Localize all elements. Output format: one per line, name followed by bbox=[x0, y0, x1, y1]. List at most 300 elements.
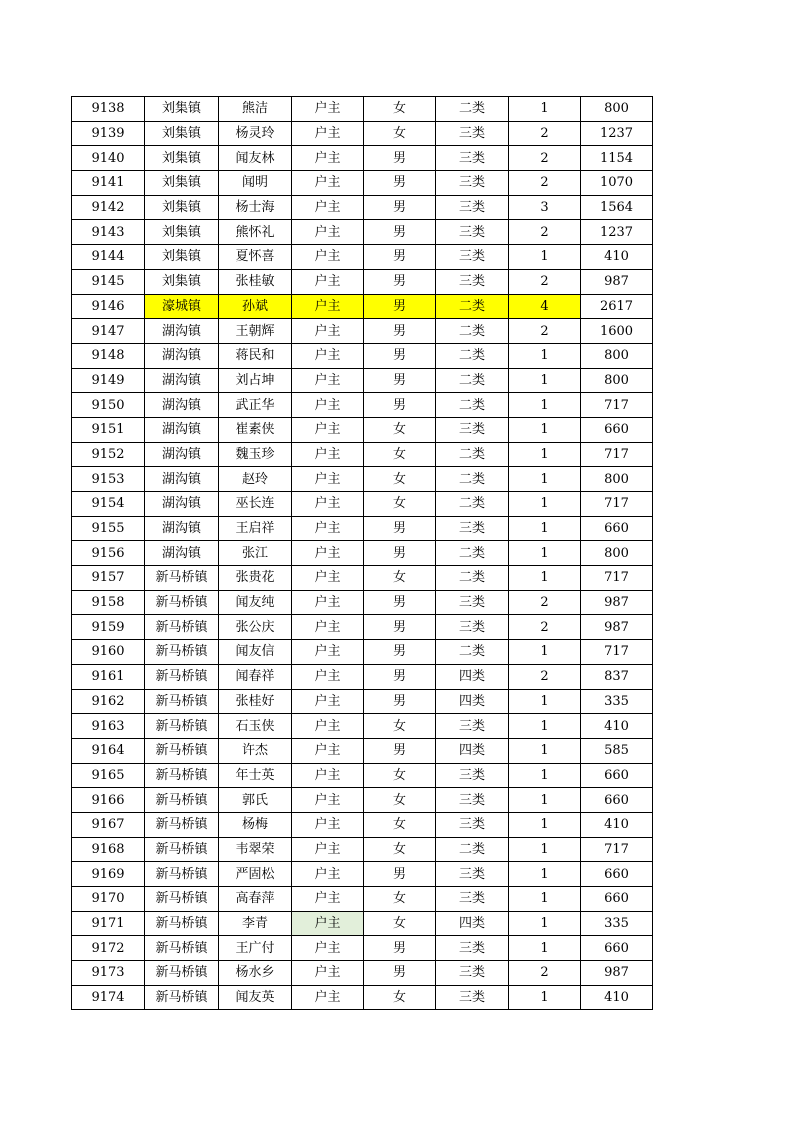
gender-cell: 男 bbox=[364, 171, 436, 196]
amount-cell: 987 bbox=[581, 590, 653, 615]
gender-cell: 女 bbox=[364, 812, 436, 837]
name-cell: 郭氏 bbox=[219, 788, 292, 813]
row-number-cell: 9159 bbox=[72, 615, 145, 640]
town-cell: 湖沟镇 bbox=[145, 541, 219, 566]
town-cell: 新马桥镇 bbox=[145, 664, 219, 689]
table-row bbox=[72, 269, 653, 294]
row-number-cell: 9152 bbox=[72, 442, 145, 467]
name-cell: 张桂好 bbox=[219, 689, 292, 714]
category-cell: 三类 bbox=[436, 812, 509, 837]
gender-cell: 男 bbox=[364, 269, 436, 294]
category-cell: 四类 bbox=[436, 911, 509, 936]
amount-cell: 410 bbox=[581, 714, 653, 739]
gender-cell: 男 bbox=[364, 220, 436, 245]
row-number-cell: 9171 bbox=[72, 911, 145, 936]
name-cell: 年士英 bbox=[219, 763, 292, 788]
gender-cell: 女 bbox=[364, 788, 436, 813]
count-cell: 1 bbox=[509, 566, 581, 591]
count-cell: 1 bbox=[509, 837, 581, 862]
amount-cell: 660 bbox=[581, 763, 653, 788]
name-cell: 闻友信 bbox=[219, 640, 292, 665]
town-cell: 湖沟镇 bbox=[145, 343, 219, 368]
category-cell: 二类 bbox=[436, 566, 509, 591]
relation-cell: 户主 bbox=[292, 936, 364, 961]
table-row bbox=[72, 417, 653, 442]
category-cell: 二类 bbox=[436, 319, 509, 344]
relation-cell: 户主 bbox=[292, 171, 364, 196]
amount-cell: 717 bbox=[581, 837, 653, 862]
relation-cell: 户主 bbox=[292, 985, 364, 1010]
count-cell: 3 bbox=[509, 195, 581, 220]
relation-cell: 户主 bbox=[292, 417, 364, 442]
town-cell: 湖沟镇 bbox=[145, 319, 219, 344]
row-number-cell: 9148 bbox=[72, 343, 145, 368]
town-cell: 新马桥镇 bbox=[145, 640, 219, 665]
category-cell: 三类 bbox=[436, 788, 509, 813]
name-cell: 杨士海 bbox=[219, 195, 292, 220]
count-cell: 2 bbox=[509, 146, 581, 171]
count-cell: 2 bbox=[509, 121, 581, 146]
amount-cell: 1070 bbox=[581, 171, 653, 196]
count-cell: 1 bbox=[509, 738, 581, 763]
name-cell: 杨梅 bbox=[219, 812, 292, 837]
name-cell: 王启祥 bbox=[219, 516, 292, 541]
table-row bbox=[72, 97, 653, 122]
gender-cell: 女 bbox=[364, 985, 436, 1010]
town-cell: 新马桥镇 bbox=[145, 788, 219, 813]
table-body bbox=[72, 97, 653, 1010]
row-number-cell: 9165 bbox=[72, 763, 145, 788]
table-row bbox=[72, 220, 653, 245]
amount-cell: 837 bbox=[581, 664, 653, 689]
row-number-cell: 9151 bbox=[72, 417, 145, 442]
count-cell: 2 bbox=[509, 171, 581, 196]
relation-cell: 户主 bbox=[292, 195, 364, 220]
town-cell: 湖沟镇 bbox=[145, 442, 219, 467]
amount-cell: 987 bbox=[581, 961, 653, 986]
table-row bbox=[72, 887, 653, 912]
row-number-cell: 9153 bbox=[72, 467, 145, 492]
town-cell: 濠城镇 bbox=[145, 294, 219, 319]
table-row bbox=[72, 294, 653, 319]
town-cell: 刘集镇 bbox=[145, 97, 219, 122]
count-cell: 1 bbox=[509, 417, 581, 442]
row-number-cell: 9169 bbox=[72, 862, 145, 887]
amount-cell: 660 bbox=[581, 516, 653, 541]
row-number-cell: 9162 bbox=[72, 689, 145, 714]
row-number-cell: 9140 bbox=[72, 146, 145, 171]
category-cell: 二类 bbox=[436, 837, 509, 862]
category-cell: 二类 bbox=[436, 467, 509, 492]
name-cell: 魏玉珍 bbox=[219, 442, 292, 467]
gender-cell: 女 bbox=[364, 887, 436, 912]
count-cell: 1 bbox=[509, 97, 581, 122]
amount-cell: 800 bbox=[581, 97, 653, 122]
gender-cell: 男 bbox=[364, 516, 436, 541]
count-cell: 1 bbox=[509, 714, 581, 739]
name-cell: 张公庆 bbox=[219, 615, 292, 640]
count-cell: 1 bbox=[509, 788, 581, 813]
category-cell: 三类 bbox=[436, 195, 509, 220]
count-cell: 1 bbox=[509, 936, 581, 961]
category-cell: 三类 bbox=[436, 220, 509, 245]
table-row bbox=[72, 171, 653, 196]
relation-cell: 户主 bbox=[292, 566, 364, 591]
relation-cell: 户主 bbox=[292, 467, 364, 492]
row-number-cell: 9164 bbox=[72, 738, 145, 763]
row-number-cell: 9150 bbox=[72, 393, 145, 418]
table-row bbox=[72, 837, 653, 862]
table-row bbox=[72, 738, 653, 763]
amount-cell: 717 bbox=[581, 442, 653, 467]
category-cell: 三类 bbox=[436, 862, 509, 887]
town-cell: 湖沟镇 bbox=[145, 368, 219, 393]
category-cell: 二类 bbox=[436, 541, 509, 566]
category-cell: 二类 bbox=[436, 294, 509, 319]
table-row bbox=[72, 961, 653, 986]
table-row bbox=[72, 788, 653, 813]
table-row bbox=[72, 689, 653, 714]
row-number-cell: 9173 bbox=[72, 961, 145, 986]
count-cell: 1 bbox=[509, 985, 581, 1010]
name-cell: 闻明 bbox=[219, 171, 292, 196]
amount-cell: 717 bbox=[581, 393, 653, 418]
name-cell: 许杰 bbox=[219, 738, 292, 763]
amount-cell: 660 bbox=[581, 887, 653, 912]
name-cell: 赵玲 bbox=[219, 467, 292, 492]
name-cell: 闻友纯 bbox=[219, 590, 292, 615]
count-cell: 4 bbox=[509, 294, 581, 319]
relation-cell: 户主 bbox=[292, 763, 364, 788]
count-cell: 1 bbox=[509, 862, 581, 887]
count-cell: 1 bbox=[509, 393, 581, 418]
town-cell: 刘集镇 bbox=[145, 121, 219, 146]
town-cell: 新马桥镇 bbox=[145, 887, 219, 912]
amount-cell: 987 bbox=[581, 269, 653, 294]
relation-cell: 户主 bbox=[292, 837, 364, 862]
category-cell: 三类 bbox=[436, 961, 509, 986]
category-cell: 三类 bbox=[436, 417, 509, 442]
town-cell: 刘集镇 bbox=[145, 171, 219, 196]
relation-cell: 户主 bbox=[292, 442, 364, 467]
name-cell: 武正华 bbox=[219, 393, 292, 418]
gender-cell: 女 bbox=[364, 837, 436, 862]
category-cell: 三类 bbox=[436, 146, 509, 171]
category-cell: 二类 bbox=[436, 97, 509, 122]
town-cell: 新马桥镇 bbox=[145, 615, 219, 640]
count-cell: 2 bbox=[509, 220, 581, 245]
amount-cell: 1600 bbox=[581, 319, 653, 344]
relation-cell: 户主 bbox=[292, 245, 364, 270]
table-row bbox=[72, 862, 653, 887]
table-row bbox=[72, 812, 653, 837]
town-cell: 新马桥镇 bbox=[145, 812, 219, 837]
table-row bbox=[72, 566, 653, 591]
table-row bbox=[72, 368, 653, 393]
relation-cell: 户主 bbox=[292, 689, 364, 714]
category-cell: 三类 bbox=[436, 516, 509, 541]
gender-cell: 女 bbox=[364, 714, 436, 739]
table-row bbox=[72, 393, 653, 418]
category-cell: 四类 bbox=[436, 738, 509, 763]
row-number-cell: 9163 bbox=[72, 714, 145, 739]
count-cell: 1 bbox=[509, 911, 581, 936]
relation-cell: 户主 bbox=[292, 294, 364, 319]
gender-cell: 男 bbox=[364, 615, 436, 640]
amount-cell: 1564 bbox=[581, 195, 653, 220]
name-cell: 严固松 bbox=[219, 862, 292, 887]
name-cell: 张贵花 bbox=[219, 566, 292, 591]
category-cell: 四类 bbox=[436, 689, 509, 714]
row-number-cell: 9168 bbox=[72, 837, 145, 862]
count-cell: 2 bbox=[509, 664, 581, 689]
name-cell: 蒋民和 bbox=[219, 343, 292, 368]
name-cell: 李青 bbox=[219, 911, 292, 936]
count-cell: 2 bbox=[509, 269, 581, 294]
category-cell: 二类 bbox=[436, 343, 509, 368]
gender-cell: 男 bbox=[364, 664, 436, 689]
row-number-cell: 9141 bbox=[72, 171, 145, 196]
table-row bbox=[72, 319, 653, 344]
data-table bbox=[71, 96, 653, 1010]
gender-cell: 男 bbox=[364, 319, 436, 344]
gender-cell: 男 bbox=[364, 590, 436, 615]
row-number-cell: 9155 bbox=[72, 516, 145, 541]
gender-cell: 女 bbox=[364, 492, 436, 517]
count-cell: 1 bbox=[509, 467, 581, 492]
town-cell: 新马桥镇 bbox=[145, 936, 219, 961]
town-cell: 刘集镇 bbox=[145, 146, 219, 171]
name-cell: 熊怀礼 bbox=[219, 220, 292, 245]
town-cell: 湖沟镇 bbox=[145, 516, 219, 541]
town-cell: 新马桥镇 bbox=[145, 714, 219, 739]
relation-cell: 户主 bbox=[292, 368, 364, 393]
amount-cell: 335 bbox=[581, 689, 653, 714]
town-cell: 新马桥镇 bbox=[145, 911, 219, 936]
category-cell: 三类 bbox=[436, 269, 509, 294]
town-cell: 新马桥镇 bbox=[145, 689, 219, 714]
town-cell: 新马桥镇 bbox=[145, 590, 219, 615]
relation-cell: 户主 bbox=[292, 121, 364, 146]
amount-cell: 1154 bbox=[581, 146, 653, 171]
gender-cell: 男 bbox=[364, 936, 436, 961]
table-row bbox=[72, 245, 653, 270]
gender-cell: 女 bbox=[364, 442, 436, 467]
row-number-cell: 9172 bbox=[72, 936, 145, 961]
count-cell: 2 bbox=[509, 590, 581, 615]
gender-cell: 男 bbox=[364, 245, 436, 270]
amount-cell: 1237 bbox=[581, 121, 653, 146]
name-cell: 崔素侠 bbox=[219, 417, 292, 442]
gender-cell: 女 bbox=[364, 911, 436, 936]
name-cell: 王朝辉 bbox=[219, 319, 292, 344]
amount-cell: 717 bbox=[581, 566, 653, 591]
table-row bbox=[72, 911, 653, 936]
category-cell: 三类 bbox=[436, 245, 509, 270]
row-number-cell: 9154 bbox=[72, 492, 145, 517]
category-cell: 二类 bbox=[436, 442, 509, 467]
category-cell: 四类 bbox=[436, 664, 509, 689]
amount-cell: 410 bbox=[581, 985, 653, 1010]
relation-cell: 户主 bbox=[292, 812, 364, 837]
town-cell: 新马桥镇 bbox=[145, 566, 219, 591]
row-number-cell: 9144 bbox=[72, 245, 145, 270]
town-cell: 新马桥镇 bbox=[145, 985, 219, 1010]
table-row bbox=[72, 985, 653, 1010]
row-number-cell: 9147 bbox=[72, 319, 145, 344]
town-cell: 新马桥镇 bbox=[145, 961, 219, 986]
category-cell: 三类 bbox=[436, 763, 509, 788]
category-cell: 二类 bbox=[436, 640, 509, 665]
table-row bbox=[72, 492, 653, 517]
count-cell: 1 bbox=[509, 689, 581, 714]
relation-cell: 户主 bbox=[292, 961, 364, 986]
gender-cell: 女 bbox=[364, 121, 436, 146]
name-cell: 杨水乡 bbox=[219, 961, 292, 986]
gender-cell: 男 bbox=[364, 738, 436, 763]
amount-cell: 987 bbox=[581, 615, 653, 640]
category-cell: 三类 bbox=[436, 714, 509, 739]
category-cell: 三类 bbox=[436, 985, 509, 1010]
amount-cell: 800 bbox=[581, 343, 653, 368]
table-row bbox=[72, 640, 653, 665]
town-cell: 湖沟镇 bbox=[145, 393, 219, 418]
gender-cell: 女 bbox=[364, 417, 436, 442]
amount-cell: 717 bbox=[581, 640, 653, 665]
table-row bbox=[72, 195, 653, 220]
row-number-cell: 9167 bbox=[72, 812, 145, 837]
table-row bbox=[72, 146, 653, 171]
count-cell: 2 bbox=[509, 961, 581, 986]
row-number-cell: 9166 bbox=[72, 788, 145, 813]
table-row bbox=[72, 664, 653, 689]
row-number-cell: 9158 bbox=[72, 590, 145, 615]
town-cell: 刘集镇 bbox=[145, 269, 219, 294]
table-row bbox=[72, 936, 653, 961]
gender-cell: 女 bbox=[364, 763, 436, 788]
relation-cell: 户主 bbox=[292, 738, 364, 763]
table-row bbox=[72, 442, 653, 467]
amount-cell: 660 bbox=[581, 862, 653, 887]
amount-cell: 660 bbox=[581, 788, 653, 813]
table-row bbox=[72, 121, 653, 146]
count-cell: 1 bbox=[509, 343, 581, 368]
row-number-cell: 9149 bbox=[72, 368, 145, 393]
row-number-cell: 9160 bbox=[72, 640, 145, 665]
relation-cell: 户主 bbox=[292, 541, 364, 566]
town-cell: 刘集镇 bbox=[145, 195, 219, 220]
relation-cell: 户主 bbox=[292, 97, 364, 122]
relation-cell: 户主 bbox=[292, 220, 364, 245]
table-row bbox=[72, 467, 653, 492]
gender-cell: 男 bbox=[364, 689, 436, 714]
relation-cell: 户主 bbox=[292, 887, 364, 912]
table-row bbox=[72, 590, 653, 615]
town-cell: 新马桥镇 bbox=[145, 738, 219, 763]
amount-cell: 2617 bbox=[581, 294, 653, 319]
name-cell: 闻友英 bbox=[219, 985, 292, 1010]
relation-cell: 户主 bbox=[292, 615, 364, 640]
name-cell: 韦翠荣 bbox=[219, 837, 292, 862]
amount-cell: 800 bbox=[581, 541, 653, 566]
relation-cell: 户主 bbox=[292, 492, 364, 517]
gender-cell: 女 bbox=[364, 566, 436, 591]
amount-cell: 335 bbox=[581, 911, 653, 936]
gender-cell: 男 bbox=[364, 368, 436, 393]
gender-cell: 男 bbox=[364, 343, 436, 368]
gender-cell: 男 bbox=[364, 294, 436, 319]
relation-cell: 户主 bbox=[292, 911, 364, 936]
row-number-cell: 9170 bbox=[72, 887, 145, 912]
gender-cell: 男 bbox=[364, 195, 436, 220]
category-cell: 二类 bbox=[436, 368, 509, 393]
row-number-cell: 9143 bbox=[72, 220, 145, 245]
relation-cell: 户主 bbox=[292, 343, 364, 368]
name-cell: 张江 bbox=[219, 541, 292, 566]
name-cell: 夏怀喜 bbox=[219, 245, 292, 270]
name-cell: 王广付 bbox=[219, 936, 292, 961]
relation-cell: 户主 bbox=[292, 664, 364, 689]
gender-cell: 男 bbox=[364, 393, 436, 418]
town-cell: 新马桥镇 bbox=[145, 837, 219, 862]
category-cell: 二类 bbox=[436, 492, 509, 517]
count-cell: 1 bbox=[509, 245, 581, 270]
table-row bbox=[72, 615, 653, 640]
name-cell: 熊洁 bbox=[219, 97, 292, 122]
row-number-cell: 9161 bbox=[72, 664, 145, 689]
row-number-cell: 9156 bbox=[72, 541, 145, 566]
town-cell: 湖沟镇 bbox=[145, 417, 219, 442]
relation-cell: 户主 bbox=[292, 319, 364, 344]
count-cell: 1 bbox=[509, 541, 581, 566]
amount-cell: 660 bbox=[581, 936, 653, 961]
row-number-cell: 9145 bbox=[72, 269, 145, 294]
amount-cell: 585 bbox=[581, 738, 653, 763]
name-cell: 张桂敏 bbox=[219, 269, 292, 294]
count-cell: 2 bbox=[509, 319, 581, 344]
table-row bbox=[72, 343, 653, 368]
town-cell: 刘集镇 bbox=[145, 245, 219, 270]
amount-cell: 1237 bbox=[581, 220, 653, 245]
count-cell: 2 bbox=[509, 615, 581, 640]
name-cell: 高春萍 bbox=[219, 887, 292, 912]
gender-cell: 男 bbox=[364, 640, 436, 665]
gender-cell: 男 bbox=[364, 961, 436, 986]
town-cell: 湖沟镇 bbox=[145, 492, 219, 517]
name-cell: 杨灵玲 bbox=[219, 121, 292, 146]
name-cell: 石玉侠 bbox=[219, 714, 292, 739]
category-cell: 三类 bbox=[436, 615, 509, 640]
town-cell: 湖沟镇 bbox=[145, 467, 219, 492]
relation-cell: 户主 bbox=[292, 788, 364, 813]
amount-cell: 800 bbox=[581, 467, 653, 492]
name-cell: 孙斌 bbox=[219, 294, 292, 319]
row-number-cell: 9138 bbox=[72, 97, 145, 122]
relation-cell: 户主 bbox=[292, 714, 364, 739]
gender-cell: 男 bbox=[364, 541, 436, 566]
row-number-cell: 9142 bbox=[72, 195, 145, 220]
table-row bbox=[72, 541, 653, 566]
gender-cell: 男 bbox=[364, 862, 436, 887]
row-number-cell: 9139 bbox=[72, 121, 145, 146]
category-cell: 三类 bbox=[436, 887, 509, 912]
category-cell: 三类 bbox=[436, 171, 509, 196]
name-cell: 刘占坤 bbox=[219, 368, 292, 393]
count-cell: 1 bbox=[509, 368, 581, 393]
amount-cell: 717 bbox=[581, 492, 653, 517]
gender-cell: 男 bbox=[364, 146, 436, 171]
name-cell: 闻友林 bbox=[219, 146, 292, 171]
